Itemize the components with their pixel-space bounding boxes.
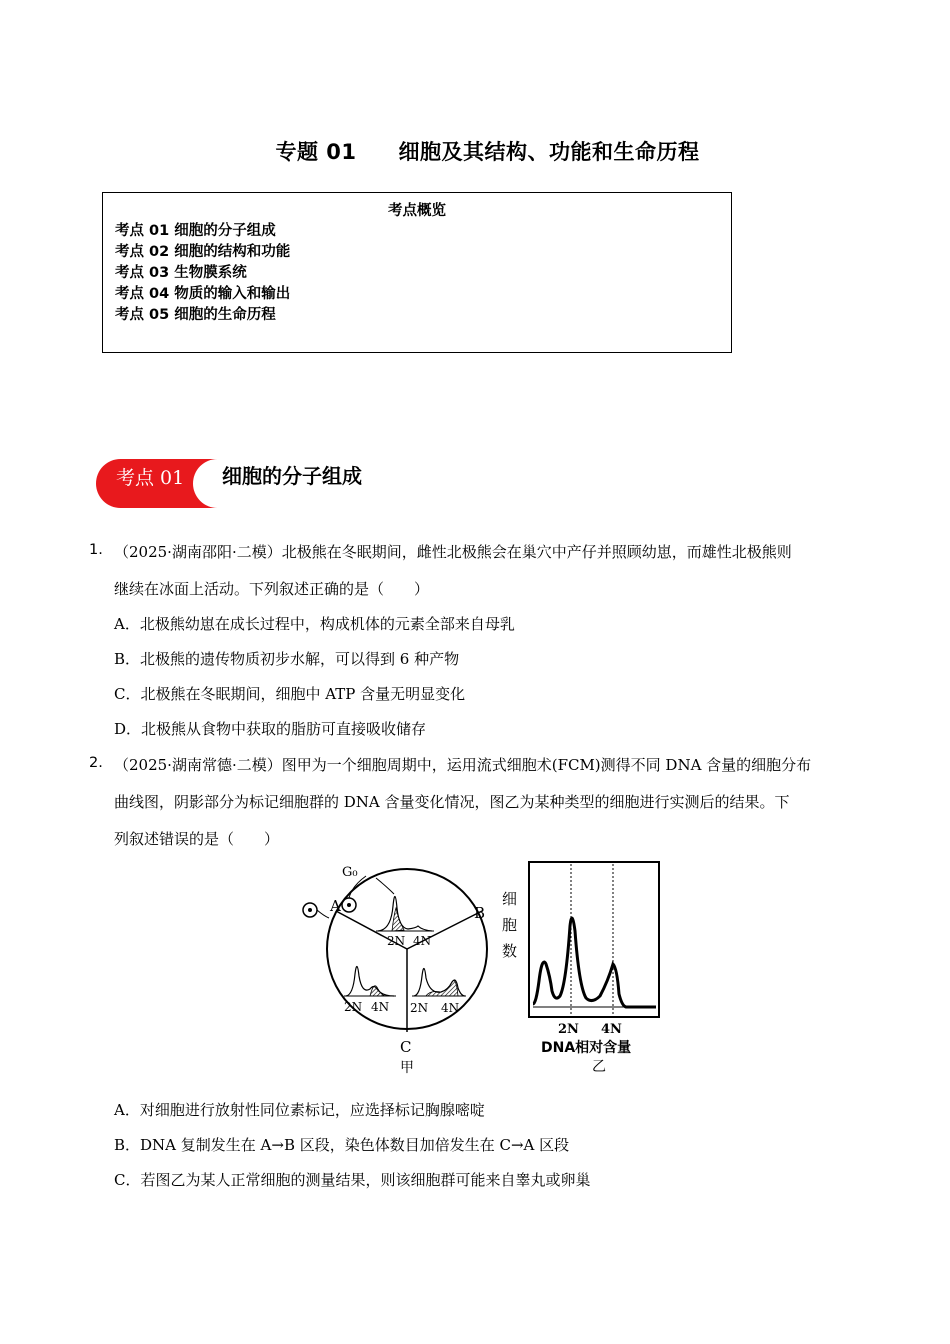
section-tag	[96, 459, 220, 508]
answer-option: D．北极熊从食物中获取的脂肪可直接吸收储存	[114, 720, 427, 738]
ylabel-char: 细	[502, 890, 518, 908]
tick-label-2n: 2N	[410, 1001, 429, 1015]
answer-option: B．DNA 复制发生在 A→B 区段，染色体数目加倍发生在 C→A 区段	[114, 1136, 570, 1154]
overview-heading: 考点概览	[388, 203, 446, 219]
histogram-curve	[346, 966, 394, 996]
ylabel-char: 胞	[502, 916, 518, 934]
ylabel-char: 数	[502, 942, 518, 960]
title-part2: 细胞及其结构、功能和生命历程	[398, 140, 700, 164]
x-axis-label: DNA相对含量	[541, 1040, 632, 1056]
overview-item: 考点 03 生物膜系统	[115, 265, 247, 281]
question-text-line: （2025·湖南常德·二模）图甲为一个细胞周期中，运用流式细胞术(FCM)测得不同 DNA 含量的细胞分布	[114, 756, 812, 774]
answer-option: C．北极熊在冬眠期间，细胞中 ATP 含量无明显变化	[114, 685, 466, 703]
nucleus-icon	[308, 908, 312, 912]
overview-item: 考点 05 细胞的生命历程	[115, 307, 276, 323]
label-c: C	[400, 1038, 412, 1056]
question-text-line: 曲线图，阴影部分为标记细胞群的 DNA 含量变化情况，图乙为某种类型的细胞进行实测后的结果。下	[114, 793, 790, 811]
tag-notch	[193, 459, 221, 508]
caption-jia: 甲	[400, 1060, 414, 1076]
question-text-line: （2025·湖南邵阳·二模）北极熊在冬眠期间，雌性北极熊会在巢穴中产仔并照顾幼崽，而雄性北极熊则	[114, 543, 792, 561]
diagram-jia	[303, 865, 487, 1076]
histogram-curve	[533, 918, 656, 1007]
chart-yi	[502, 862, 659, 1075]
section-title: 细胞的分子组成	[222, 464, 362, 488]
question-number: 2.	[89, 755, 103, 771]
label-b: B	[474, 904, 486, 922]
tick-label-4n: 4N	[413, 934, 432, 948]
answer-option: A．对细胞进行放射性同位素标记，应选择标记胸腺嘧啶	[114, 1101, 485, 1119]
question-number: 1.	[89, 542, 103, 558]
overview-item: 考点 02 细胞的结构和功能	[115, 244, 291, 260]
g0-arrow-path	[376, 878, 394, 894]
tick-label-2n: 2N	[344, 1000, 363, 1014]
question-text-line: 继续在冰面上活动。下列叙述正确的是（ ）	[114, 580, 430, 598]
label-a: A	[330, 897, 341, 915]
tick-label-4n: 4N	[371, 1000, 390, 1014]
overview-box	[102, 192, 732, 353]
cell-cycle-figure	[296, 856, 676, 1081]
tick-label-2n: 2N	[558, 1022, 579, 1037]
caption-yi: 乙	[592, 1059, 606, 1075]
question-text-line: 列叙述错误的是（ ）	[114, 830, 280, 848]
document-title	[0, 136, 950, 166]
label-g0: G₀	[342, 865, 358, 880]
nucleus-icon	[347, 903, 351, 907]
answer-option: C．若图乙为某人正常细胞的测量结果，则该细胞群可能来自睾丸或卵巢	[114, 1171, 591, 1189]
answer-option: A．北极熊幼崽在成长过程中，构成机体的元素全部来自母乳	[114, 615, 515, 633]
title-part1: 专题 01	[275, 140, 357, 164]
answer-option: B．北极熊的遗传物质初步水解，可以得到 6 种产物	[114, 650, 460, 668]
tick-label-2n: 2N	[387, 934, 406, 948]
arrow-path	[317, 910, 329, 918]
histogram-curve	[378, 896, 432, 931]
chart-frame	[529, 862, 659, 1017]
overview-item: 考点 04 物质的输入和输出	[115, 286, 291, 302]
overview-item: 考点 01 细胞的分子组成	[115, 223, 276, 239]
section-tag-label: 考点 01	[116, 467, 185, 489]
tick-label-4n: 4N	[601, 1022, 622, 1037]
tick-label-4n: 4N	[441, 1001, 460, 1015]
